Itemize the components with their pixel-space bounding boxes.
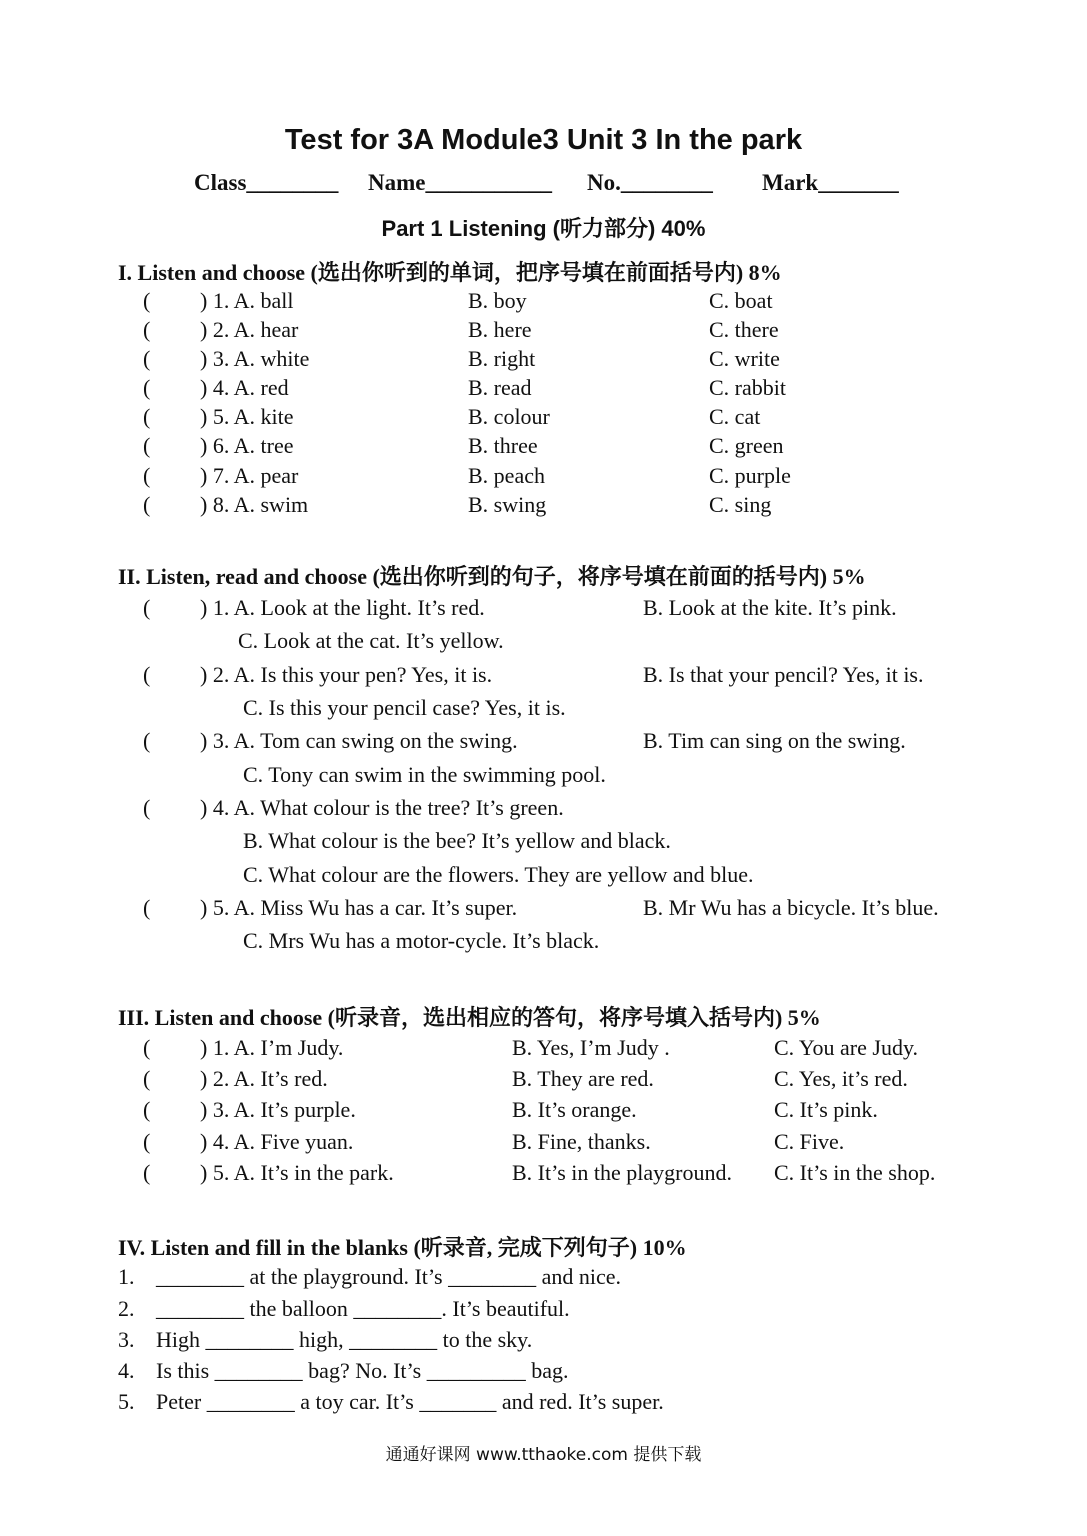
answer-bracket: (	[143, 492, 151, 517]
option-text: ) 1. A. ball	[200, 288, 294, 313]
answer-bracket: (	[143, 288, 151, 313]
option-text: B. boy	[468, 288, 527, 313]
option-text: ________ the balloon ________. It’s beautiful.	[156, 1296, 570, 1321]
answer-bracket: (	[143, 317, 151, 342]
option-text: B. It’s orange.	[512, 1097, 637, 1122]
option-text: ) 2. A. Is this your pen? Yes, it is.	[200, 662, 493, 687]
part-heading: Part 1 Listening (听力部分) 40%	[381, 216, 706, 241]
option-text: B. Yes, I’m Judy .	[512, 1035, 670, 1060]
option-text: C. It’s pink.	[774, 1097, 878, 1122]
option-text: ) 3. A. Tom can swing on the swing.	[200, 728, 518, 753]
option-text: B. right	[468, 346, 536, 371]
option-text: ) 2. A. hear	[200, 317, 299, 342]
option-text: B. Fine, thanks.	[512, 1129, 651, 1154]
answer-bracket: (	[143, 433, 151, 458]
option-text: ) 1. A. I’m Judy.	[200, 1035, 344, 1060]
option-text: C. Five.	[774, 1129, 845, 1154]
option-text: C. Mrs Wu has a motor-cycle. It’s black.	[243, 928, 600, 953]
option-text: ________ at the playground. It’s ________ and nice.	[156, 1264, 621, 1289]
answer-bracket: (	[143, 463, 151, 488]
option-text: C. purple	[709, 463, 791, 488]
option-text: B. Mr Wu has a bicycle. It’s blue.	[643, 895, 939, 920]
option-text: B. colour	[468, 404, 550, 429]
option-text: B. Is that your pencil? Yes, it is.	[643, 662, 924, 687]
option-text: C. there	[709, 317, 779, 342]
page-title: Test for 3A Module3 Unit 3 In the park	[284, 124, 803, 156]
option-text: B. peach	[468, 463, 545, 488]
footer-text: 通通好课网 www.tthaoke.com 提供下载	[385, 1445, 702, 1465]
option-text: C. Look at the cat. It’s yellow.	[238, 628, 504, 653]
answer-bracket: 2.	[118, 1296, 135, 1321]
option-text: ) 5. A. It’s in the park.	[200, 1160, 394, 1185]
answer-bracket: (	[143, 1097, 151, 1122]
option-text: C. write	[709, 346, 780, 371]
option-text: ) 3. A. It’s purple.	[200, 1097, 356, 1122]
section-title: I. Listen and choose (选出你听到的单词，把序号填在前面括号内) 8%	[118, 260, 782, 285]
option-text: B. Look at the kite. It’s pink.	[643, 595, 897, 620]
option-text: B. They are red.	[512, 1066, 654, 1091]
option-text: C. rabbit	[709, 375, 786, 400]
section-title: IV. Listen and fill in the blanks (听录音, 完成下列句子) 10%	[118, 1235, 687, 1260]
answer-bracket: 4.	[118, 1358, 135, 1383]
answer-bracket: (	[143, 1035, 151, 1060]
option-text: B. swing	[468, 492, 547, 517]
option-text: High ________ high, ________ to the sky.	[156, 1327, 533, 1352]
section-title: III. Listen and choose (听录音，选出相应的答句，将序号填入括号内) 5%	[118, 1005, 821, 1030]
option-text: B. read	[468, 375, 532, 400]
option-text: C. Yes, it’s red.	[774, 1066, 908, 1091]
section-title: II. Listen, read and choose (选出你听到的句子，将序号填在前面的括号内) 5%	[118, 564, 866, 589]
option-text: C. sing	[709, 492, 772, 517]
option-text: ) 5. A. kite	[200, 404, 294, 429]
answer-bracket: (	[143, 595, 151, 620]
option-text: ) 5. A. Miss Wu has a car. It’s super.	[200, 895, 518, 920]
option-text: B. Tim can sing on the swing.	[643, 728, 906, 753]
option-text: ) 3. A. white	[200, 346, 310, 371]
option-text: ) 4. A. Five yuan.	[200, 1129, 354, 1154]
header-class: Class________	[194, 170, 339, 195]
answer-bracket: (	[143, 895, 151, 920]
answer-bracket: (	[143, 1160, 151, 1185]
option-text: ) 8. A. swim	[200, 492, 309, 517]
option-text: ) 6. A. tree	[200, 433, 294, 458]
header-mark: Mark_______	[762, 170, 899, 195]
option-text: C. green	[709, 433, 784, 458]
answer-bracket: 1.	[118, 1264, 135, 1289]
option-text: C. You are Judy.	[774, 1035, 919, 1060]
option-text: B. What colour is the bee? It’s yellow and black.	[243, 828, 671, 853]
answer-bracket: (	[143, 1129, 151, 1154]
option-text: B. It’s in the playground.	[512, 1160, 732, 1185]
answer-bracket: (	[143, 404, 151, 429]
answer-bracket: (	[143, 728, 151, 753]
option-text: C. Is this your pencil case? Yes, it is.	[243, 695, 566, 720]
answer-bracket: (	[143, 375, 151, 400]
option-text: C. It’s in the shop.	[774, 1160, 936, 1185]
option-text: Peter ________ a toy car. It’s _______ and red. It’s super.	[156, 1389, 664, 1414]
answer-bracket: (	[143, 662, 151, 687]
option-text: C. Tony can swim in the swimming pool.	[243, 762, 606, 787]
option-text: ) 7. A. pear	[200, 463, 299, 488]
option-text: ) 2. A. It’s red.	[200, 1066, 328, 1091]
answer-bracket: (	[143, 346, 151, 371]
option-text: ) 4. A. What colour is the tree? It’s green.	[200, 795, 564, 820]
option-text: C. boat	[709, 288, 773, 313]
option-text: C. What colour are the flowers. They are yellow and blue.	[243, 862, 754, 887]
answer-bracket: 5.	[118, 1389, 135, 1414]
option-text: ) 1. A. Look at the light. It’s red.	[200, 595, 485, 620]
option-text: B. three	[468, 433, 538, 458]
answer-bracket: (	[143, 1066, 151, 1091]
answer-bracket: (	[143, 795, 151, 820]
answer-bracket: 3.	[118, 1327, 135, 1352]
header-no: No.________	[587, 170, 713, 195]
option-text: C. cat	[709, 404, 761, 429]
option-text: B. here	[468, 317, 532, 342]
header-name: Name___________	[368, 170, 552, 195]
option-text: ) 4. A. red	[200, 375, 289, 400]
option-text: Is this ________ bag? No. It’s _________ bag.	[156, 1358, 569, 1383]
